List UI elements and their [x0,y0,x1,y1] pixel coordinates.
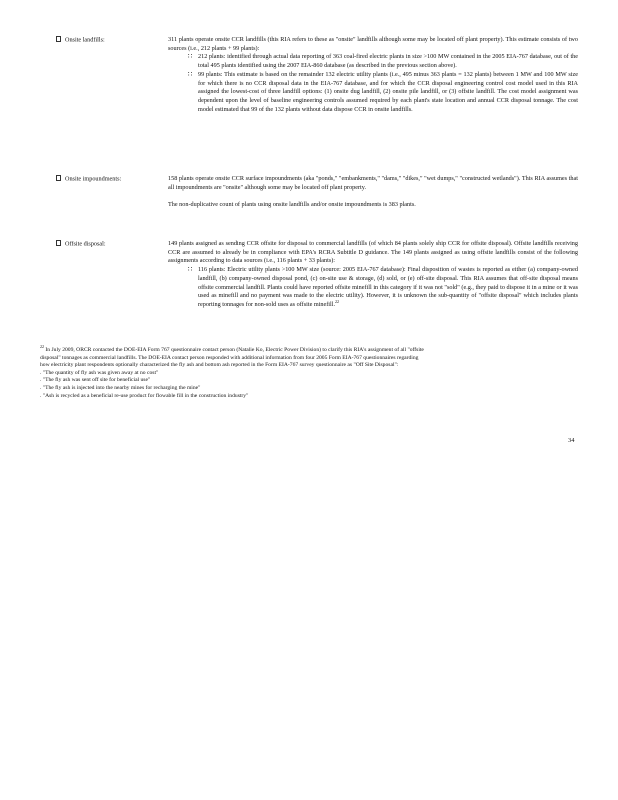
section-label: Onsite landfills: [56,36,168,114]
section-paragraph: 158 plants operate onsite CCR surface impoundments (aka "ponds," "embankments," "dams," "dikes," "wet dumps," "constructed wetlands"). This RIA assumes that all impoundments are "onsite" although some may be located off plant property. [168,175,578,191]
section-paragraph: The non-duplicative count of plants using onsite landfills and/or onsite impoundments is 383 plants. [168,201,416,209]
section-label: Offsite disposal: [56,240,168,310]
section-paragraph: 311 plants operate onsite CCR landfills (this RIA refers to these as "onsite" landfills although some may be located off plant property). This estimate consists of two sources (i.e., 212 plants + 99 plants): [168,36,578,52]
section-offsite-disposal [56,240,578,310]
footnote-line: . "Ash is recycled as a beneficial re-use product for flowable fill in the construction industry" [40,392,249,399]
list-item: ∷ 116 plants: Electric utility plants >100 MW size (source: 2005 EIA-767 database): Final disposition of wastes is reported as either (a) company-owned landfill, (b) company-owned disposal pond, (c) on-site use & storage, (d) sold, or (e) off-site disposal. This RIA assumes that off-site disposal means offsite commercial landfill. Plants could have reported offsite minefill in this category if it was not "sold" (e.g., they paid to dispose it in a mine or it was used as minefill and no payment was made to the electric utility). However, it is unknown the sub-quantity of "offsite disposal" which includes plants reporting tonnages for non-sold uses as offsite minefill.$^{22}$ [188,266,578,308]
list-item: ∷ 99 plants: This estimate is based on the remainder 132 electric utility plants (i.e., 495 minus 363 plants = 132 plants) between 1 MW and 100 MW size for which there is no CCR disposal data in the EIA-767 database, and for which the CCR disposal engineering control cost model used in this RIA assigned the lowest-cost of three landfill options: (1) onsite dug landfill, (2) onsite pile landfill, or (3) offsite landfill. The cost model assignment was dependent upon the level of baseline engineering controls assumed required by each plant's state location and annual CCR disposal tonnage. The cost model estimated that 99 of the 132 plants without data dispose CCR in onsite landfills. [188,70,578,113]
section-content [168,175,578,219]
section-onsite-landfills [56,36,578,114]
section-content [168,36,578,114]
section-onsite-impoundments [56,175,578,219]
bullet-icon: ∷ [188,70,193,78]
footnote-number: 22 [40,344,44,349]
footnote-line: how electricity plant respondents optionally characterized the fly ash and bottom ash reported in the Form EIA-767 survey questionnaire as "Off Site Disposal": [40,362,399,369]
bullet-icon: ∷ [188,53,193,61]
footnote-line: . "The fly ash is injected into the nearby mines for recharging the mine" [40,384,201,391]
section-label: Onsite impoundments: [56,175,168,219]
footnote-line: . "The quantity of fly ash was given away at no cost" [40,369,159,376]
section-paragraph: 149 plants assigned as sending CCR offsite for disposal to commercial landfills (of which 84 plants solely ship CCR for offsite disposal). Offsite landfills receiving CCR are assumed to already be in compliance with EPA's RCRA Subtitle D guidance. The 149 plants assigned as using offsite landfills consist of the following assignments according to data sources (i.e., 116 plants + 33 plants): [168,240,578,265]
checkbox-glyph-icon [56,36,61,42]
page-number: 34 [568,437,575,444]
footnote-line: $^{22}$ In July 2009, ORCR contacted the DOE-EIA Form 767 questionnaire contact person (Natalie Ko, Electric Power Division) to clarify this RIA's assignment of all "offsite [40,344,424,353]
footnote-ref[interactable]: 22 [335,298,340,304]
footnotes [40,344,580,400]
list-item: ∷ 212 plants: identified through actual data reporting of 363 coal-fired electric plants in size >100 MW contained in the 2005 EIA-767 database, out of the total 495 plants identified using the 2007 EIA-860 database (as described in the previous section above). [188,53,578,70]
footnote-line: disposal" tonnages as commercial landfills. The DOE-EIA contact person responded with additional information from four 2005 Form EIA-767 questionnaires regarding [40,354,419,361]
section-content [168,240,578,310]
checkbox-glyph-icon [56,240,61,246]
bullet-icon: ∷ [188,266,193,274]
footnote-line: . "The fly ash was sent off site for beneficial use" [40,377,151,384]
checkbox-glyph-icon [56,175,61,181]
